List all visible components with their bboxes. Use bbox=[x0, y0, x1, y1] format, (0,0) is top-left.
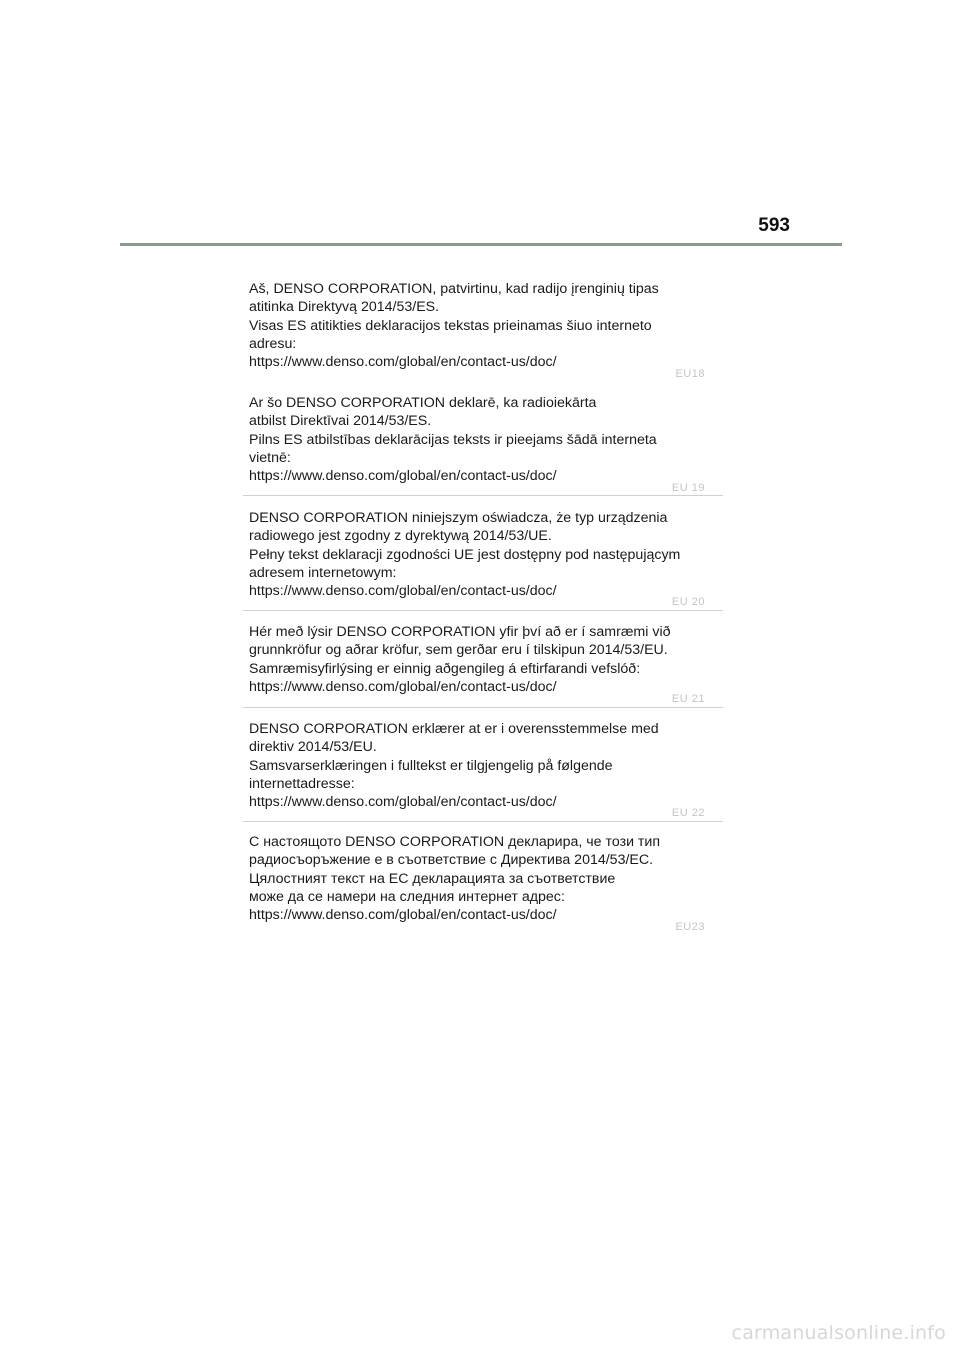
declaration-line: Samræmisyfirlýsing er einnig aðgengileg á eftirfarandi vefslóð: bbox=[249, 660, 641, 677]
block-divider bbox=[243, 610, 723, 611]
declaration-line: С настоящото DENSO CORPORATION декларира, че този тип bbox=[249, 834, 661, 850]
declaration-line: atbilst Direktīvai 2014/53/ES. bbox=[249, 413, 432, 430]
watermark-text: carmanualsonline.info bbox=[731, 1322, 946, 1344]
block-code: EU 20 bbox=[671, 596, 705, 608]
declaration-line: internettadresse: bbox=[249, 775, 355, 792]
declaration-block-latvian bbox=[249, 394, 725, 494]
declaration-url: https://www.denso.com/global/en/contact-us/doc/ bbox=[249, 678, 557, 695]
declaration-line: radiowego jest zgodny z dyrektywą 2014/53/UE. bbox=[249, 528, 552, 545]
block-code: EU23 bbox=[675, 921, 705, 933]
declaration-line: Aš, DENSO CORPORATION, patvirtinu, kad radijo įrenginių tipas bbox=[249, 281, 659, 297]
declaration-line: Pilns ES atbilstības deklarācijas teksts ir pieejams šādā interneta bbox=[249, 431, 657, 448]
block-code: EU 22 bbox=[671, 807, 705, 819]
declaration-line: vietnē: bbox=[249, 449, 291, 466]
declaration-line: DENSO CORPORATION niniejszym oświadcza, że typ urządzenia bbox=[249, 510, 668, 526]
declaration-line: Samsvarserklæringen i fulltekst er tilgjengelig på følgende bbox=[249, 757, 613, 774]
declaration-url: https://www.denso.com/global/en/contact-us/doc/ bbox=[249, 907, 557, 924]
declaration-url: https://www.denso.com/global/en/contact-us/doc/ bbox=[249, 354, 557, 371]
declaration-line: Цялостният текст на ЕС декларацията за съответствие bbox=[249, 870, 616, 887]
block-code: EU 19 bbox=[671, 482, 705, 494]
declaration-block-lithuanian bbox=[249, 280, 725, 380]
declaration-line: Pełny tekst deklaracji zgodności UE jest dostępny pod następującym bbox=[249, 546, 681, 563]
declaration-line: Ar šo DENSO CORPORATION deklarē, ka radioiekārta bbox=[249, 395, 597, 411]
declaration-line: direktiv 2014/53/EU. bbox=[249, 739, 377, 756]
block-divider bbox=[243, 495, 723, 496]
declaration-line: Hér með lýsir DENSO CORPORATION yfir því að er í samræmi við bbox=[249, 624, 671, 640]
header-rule bbox=[120, 243, 842, 246]
declaration-line: grunnkröfur og aðrar kröfur, sem gerðar eru í tilskipun 2014/53/EU. bbox=[249, 642, 668, 659]
declaration-block-polish bbox=[249, 509, 725, 608]
block-code: EU18 bbox=[675, 368, 705, 380]
declaration-url: https://www.denso.com/global/en/contact-us/doc/ bbox=[249, 794, 557, 811]
declaration-line: adresu: bbox=[249, 335, 297, 352]
block-code: EU 21 bbox=[671, 693, 705, 705]
declaration-text bbox=[249, 833, 725, 924]
declaration-line: Visas ES atitikties deklaracijos tekstas prieinamas šiuo interneto bbox=[249, 317, 652, 334]
declaration-line: може да се намери на следния интернет адрес: bbox=[249, 888, 565, 905]
declaration-text bbox=[249, 280, 725, 371]
declaration-url: https://www.denso.com/global/en/contact-us/doc/ bbox=[249, 468, 557, 485]
declaration-text bbox=[249, 509, 725, 600]
declaration-line: adresem internetowym: bbox=[249, 564, 397, 581]
page-number: 593 bbox=[758, 215, 790, 236]
declaration-block-icelandic bbox=[249, 623, 725, 705]
declaration-text bbox=[249, 720, 725, 811]
declaration-line: радиосъоръжение е в съответствие с Директива 2014/53/ЕС. bbox=[249, 852, 654, 869]
declaration-text bbox=[249, 394, 725, 485]
declaration-line: atitinka Direktyvą 2014/53/ES. bbox=[249, 299, 440, 316]
declaration-text bbox=[249, 623, 725, 696]
declaration-line: DENSO CORPORATION erklærer at er i overensstemmelse med bbox=[249, 721, 659, 737]
block-divider bbox=[243, 821, 723, 822]
block-divider bbox=[243, 707, 723, 708]
declaration-block-bulgarian bbox=[249, 833, 725, 933]
declaration-url: https://www.denso.com/global/en/contact-us/doc/ bbox=[249, 583, 557, 600]
declaration-block-norwegian bbox=[249, 720, 725, 819]
